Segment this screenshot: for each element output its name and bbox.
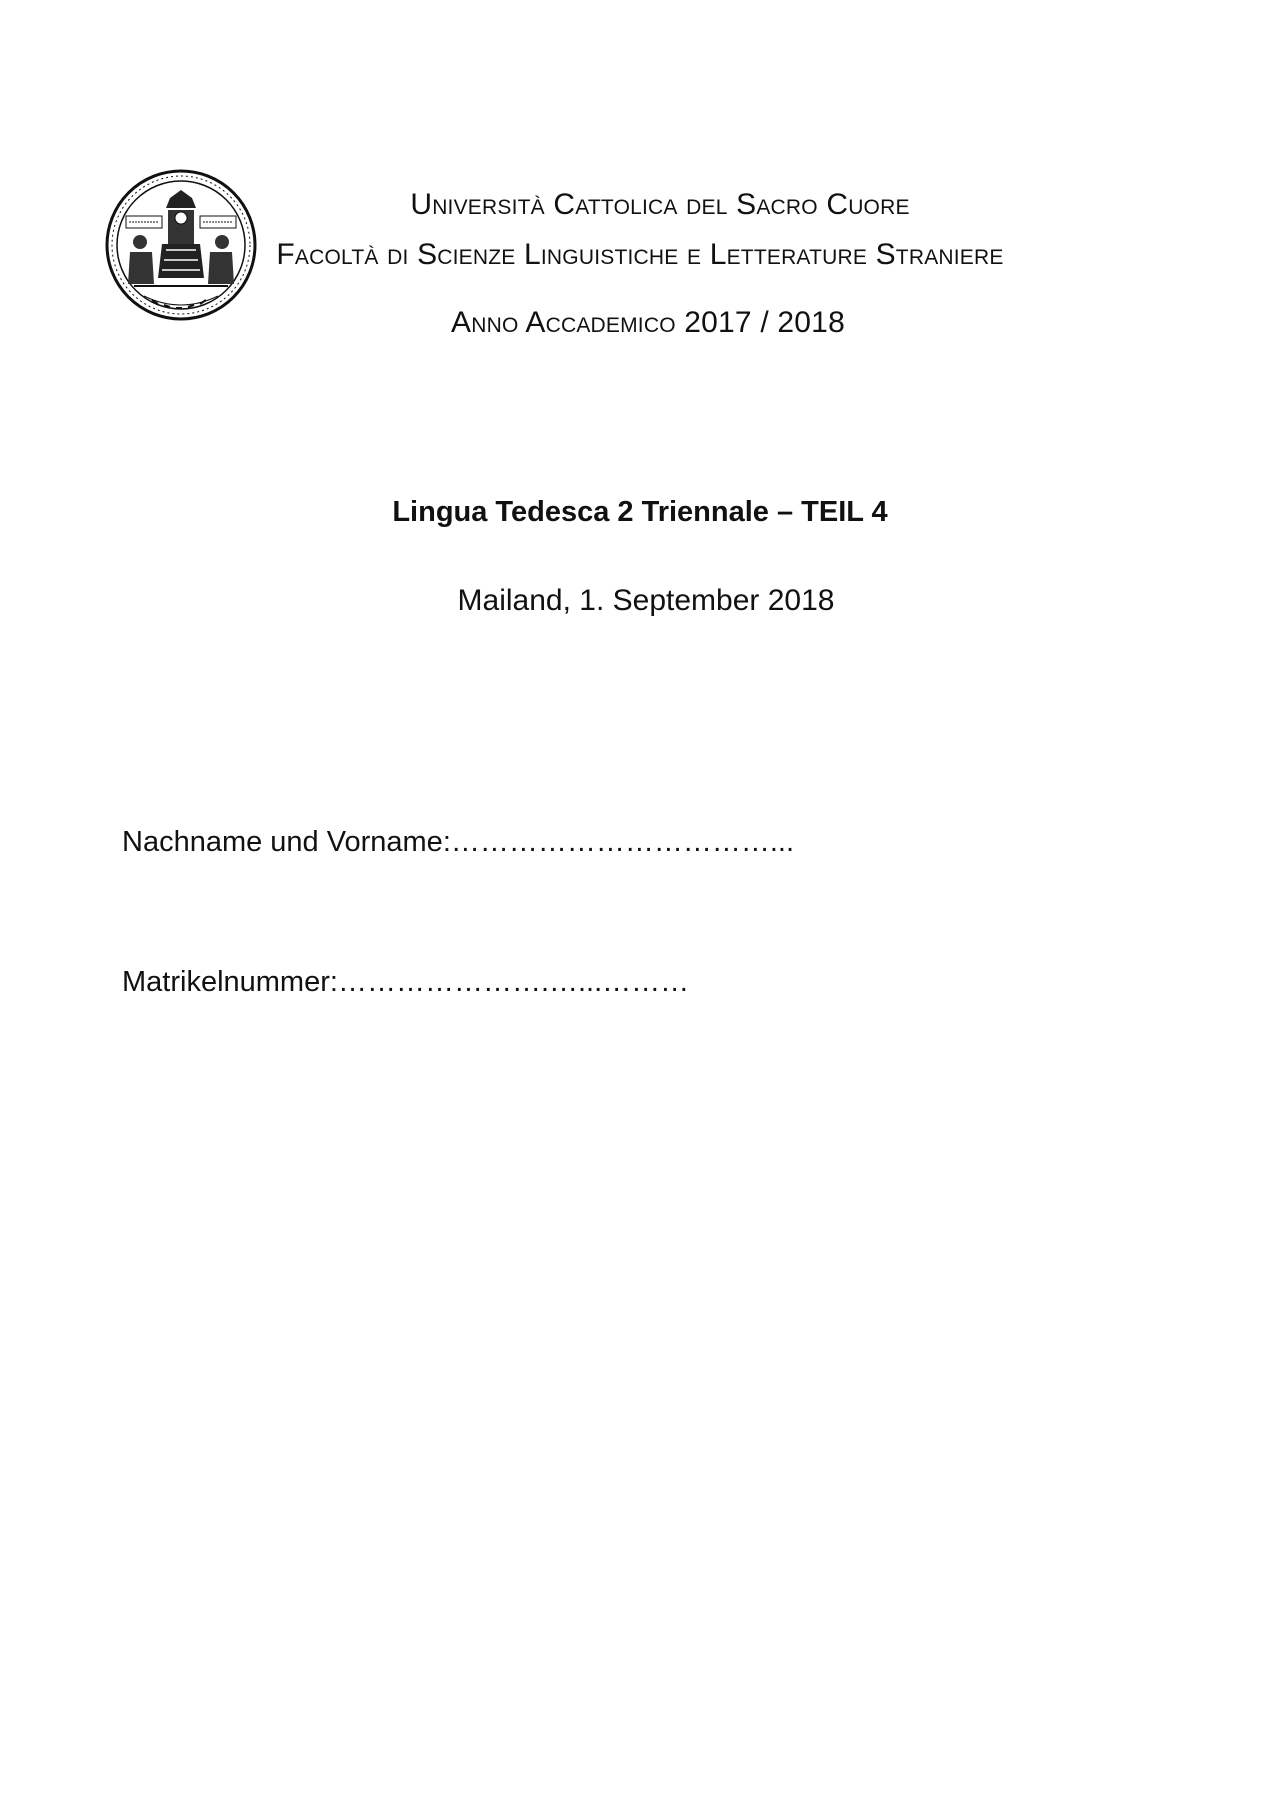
name-field[interactable] (122, 826, 794, 859)
academic-year: Anno Accademico 2017 / 2018 (451, 306, 845, 339)
matriculation-field[interactable] (122, 966, 689, 999)
matriculation-dots: ………………….…...……… (337, 966, 690, 998)
faculty-name-text: Facoltà di Scienze Linguistiche e Letterature Straniere (276, 238, 1004, 271)
name-dots: ……………………………... (450, 826, 795, 858)
university-name: Università Cattolica del Sacro Cuore (410, 188, 910, 221)
course-title: Lingua Tedesca 2 Triennale – TEIL 4 (392, 496, 888, 528)
exam-date: Mailand, 1. September 2018 (457, 584, 835, 617)
faculty-name (0, 238, 1280, 272)
matriculation-label: Matrikelnummer: (122, 966, 338, 998)
name-label: Nachname und Vorname: (122, 826, 451, 858)
